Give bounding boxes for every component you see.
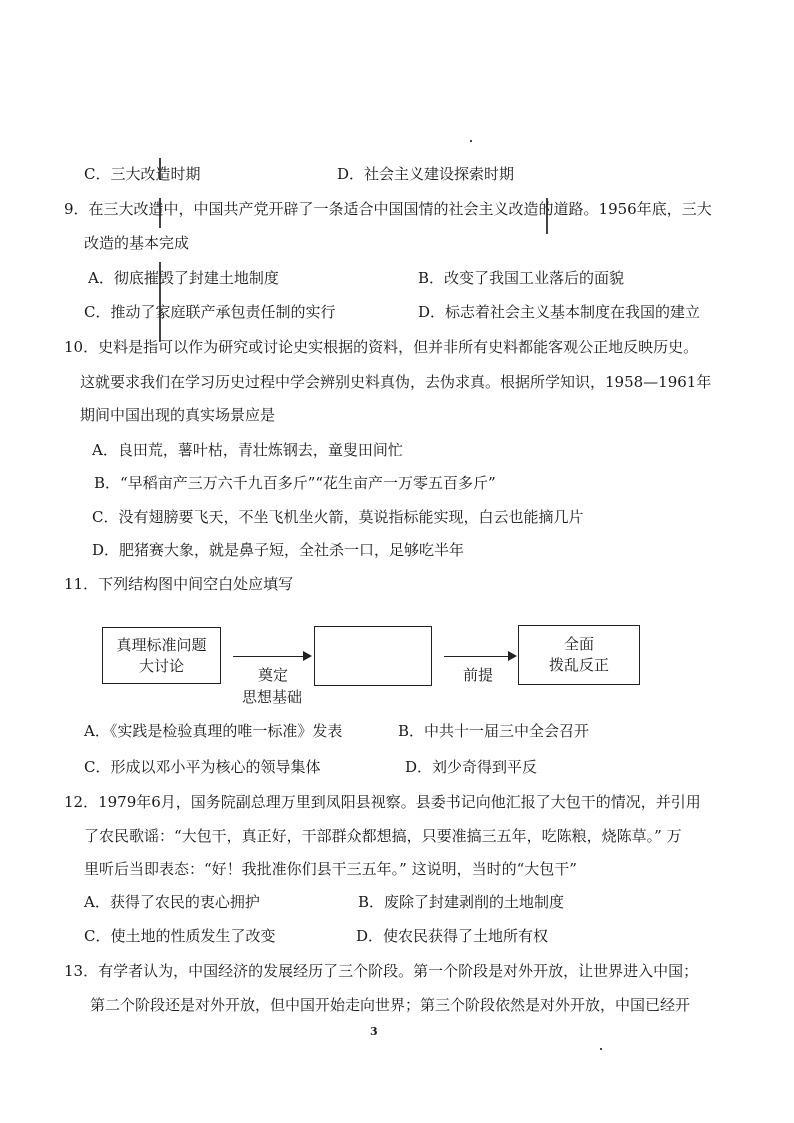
q12-option-d: D．使农民获得了土地所有权 xyxy=(356,927,549,945)
arrow-1-line xyxy=(233,656,303,657)
diagram-box-left xyxy=(102,627,221,684)
box-right-line2: 拨乱反正 xyxy=(548,656,609,674)
arrow-1-head xyxy=(303,651,312,661)
q9-stem-line2: 改造的基本完成 xyxy=(84,234,190,252)
q13-stem-line1: 13．有学者认为，中国经济的发展经历了三个阶段。第一个阶段是对外开放，让世界进入中国； xyxy=(64,962,699,980)
q11-option-a: A．《实践是检验真理的唯一标准》发表 xyxy=(84,722,343,740)
q12-stem-line3: 里听后当即表态：“好！我批准你们县干三五年。” 这说明，当时的“大包干” xyxy=(84,860,577,878)
arrow-2-line xyxy=(444,656,508,657)
arrow-1-label-line2: 思想基础 xyxy=(241,688,302,706)
q10-stem-line3: 期间中国出现的真实场景应是 xyxy=(80,406,276,424)
q10-stem-line2: 这就要求我们在学习历史过程中学会辨别史料真伪，去伪求真。根据所学知识，1958—1961年 xyxy=(80,373,712,391)
q11-option-c: C．形成以邓小平为核心的领导集体 xyxy=(84,758,321,776)
q10-option-c: C．没有翅膀要飞天，不坐飞机坐火箭，莫说指标能实现，白云也能摘几片 xyxy=(92,508,584,526)
diagram-box-middle-blank xyxy=(314,626,432,686)
q9-option-a: A．彻底摧毁了封建土地制度 xyxy=(88,269,279,287)
q9-option-c: C．推动了家庭联产承包责任制的实行 xyxy=(84,303,336,321)
q9-option-b: B．改变了我国工业落后的面貌 xyxy=(418,269,625,287)
arrow-2-head xyxy=(508,651,517,661)
q11-option-d: D．刘少奇得到平反 xyxy=(405,758,538,776)
q8-option-d: D．社会主义建设探索时期 xyxy=(337,165,515,183)
q9-option-d: D．标志着社会主义基本制度在我国的建立 xyxy=(418,303,701,321)
q12-option-c: C．使土地的性质发生了改变 xyxy=(84,927,276,945)
q12-stem-line1: 12．1979年6月，国务院副总理万里到凤阳县视察。县委书记向他汇报了大包干的情况，并引用 xyxy=(64,793,701,811)
q8-option-c: C．三大改造时期 xyxy=(84,165,201,183)
scan-mark xyxy=(470,140,472,142)
box-right-line1: 全面 xyxy=(563,635,594,653)
q10-option-a: A．良田荒，薯叶枯，青壮炼钢去，童叟田间忙 xyxy=(92,441,403,459)
box-left-line1: 真理标准问题 xyxy=(116,635,207,654)
page-number: 3 xyxy=(370,1025,378,1038)
q12-option-a: A．获得了农民的衷心拥护 xyxy=(84,893,260,911)
scan-mark xyxy=(600,1048,602,1050)
box-left-line2: 大讨论 xyxy=(138,656,184,675)
q12-stem-line2: 了农民歌谣：“大包干，真正好，干部群众都想搞，只要准搞三五年，吃陈粮，烧陈草。” 万 xyxy=(84,827,682,845)
q12-option-b: B．废除了封建剥削的土地制度 xyxy=(358,893,565,911)
q13-stem-line2: 第二个阶段还是对外开放，但中国开始走向世界；第三个阶段依然是对外开放，中国已经开 xyxy=(90,996,691,1014)
q11-stem: 11．下列结构图中间空白处应填写 xyxy=(64,575,294,593)
q9-stem-line1: 9．在三大改造中，中国共产党开辟了一条适合中国国情的社会主义改造的道路。1956年底，三大 xyxy=(64,200,712,218)
q10-option-b: B．“早稻亩产三万六千九百多斤”“花生亩产一万零五百多斤” xyxy=(94,474,496,492)
arrow-2-label: 前提 xyxy=(462,666,493,684)
q11-option-b: B．中共十一届三中全会召开 xyxy=(398,722,590,740)
diagram-box-right xyxy=(518,625,640,685)
q10-stem-line1: 10．史料是指可以作为研究或讨论史实根据的资料，但并非所有史料都能客观公正地反映历史。 xyxy=(64,338,699,356)
arrow-1-label-line1: 奠定 xyxy=(257,666,288,684)
q10-option-d: D．肥猪赛大象，就是鼻子短，全社杀一口，足够吃半年 xyxy=(92,541,465,559)
